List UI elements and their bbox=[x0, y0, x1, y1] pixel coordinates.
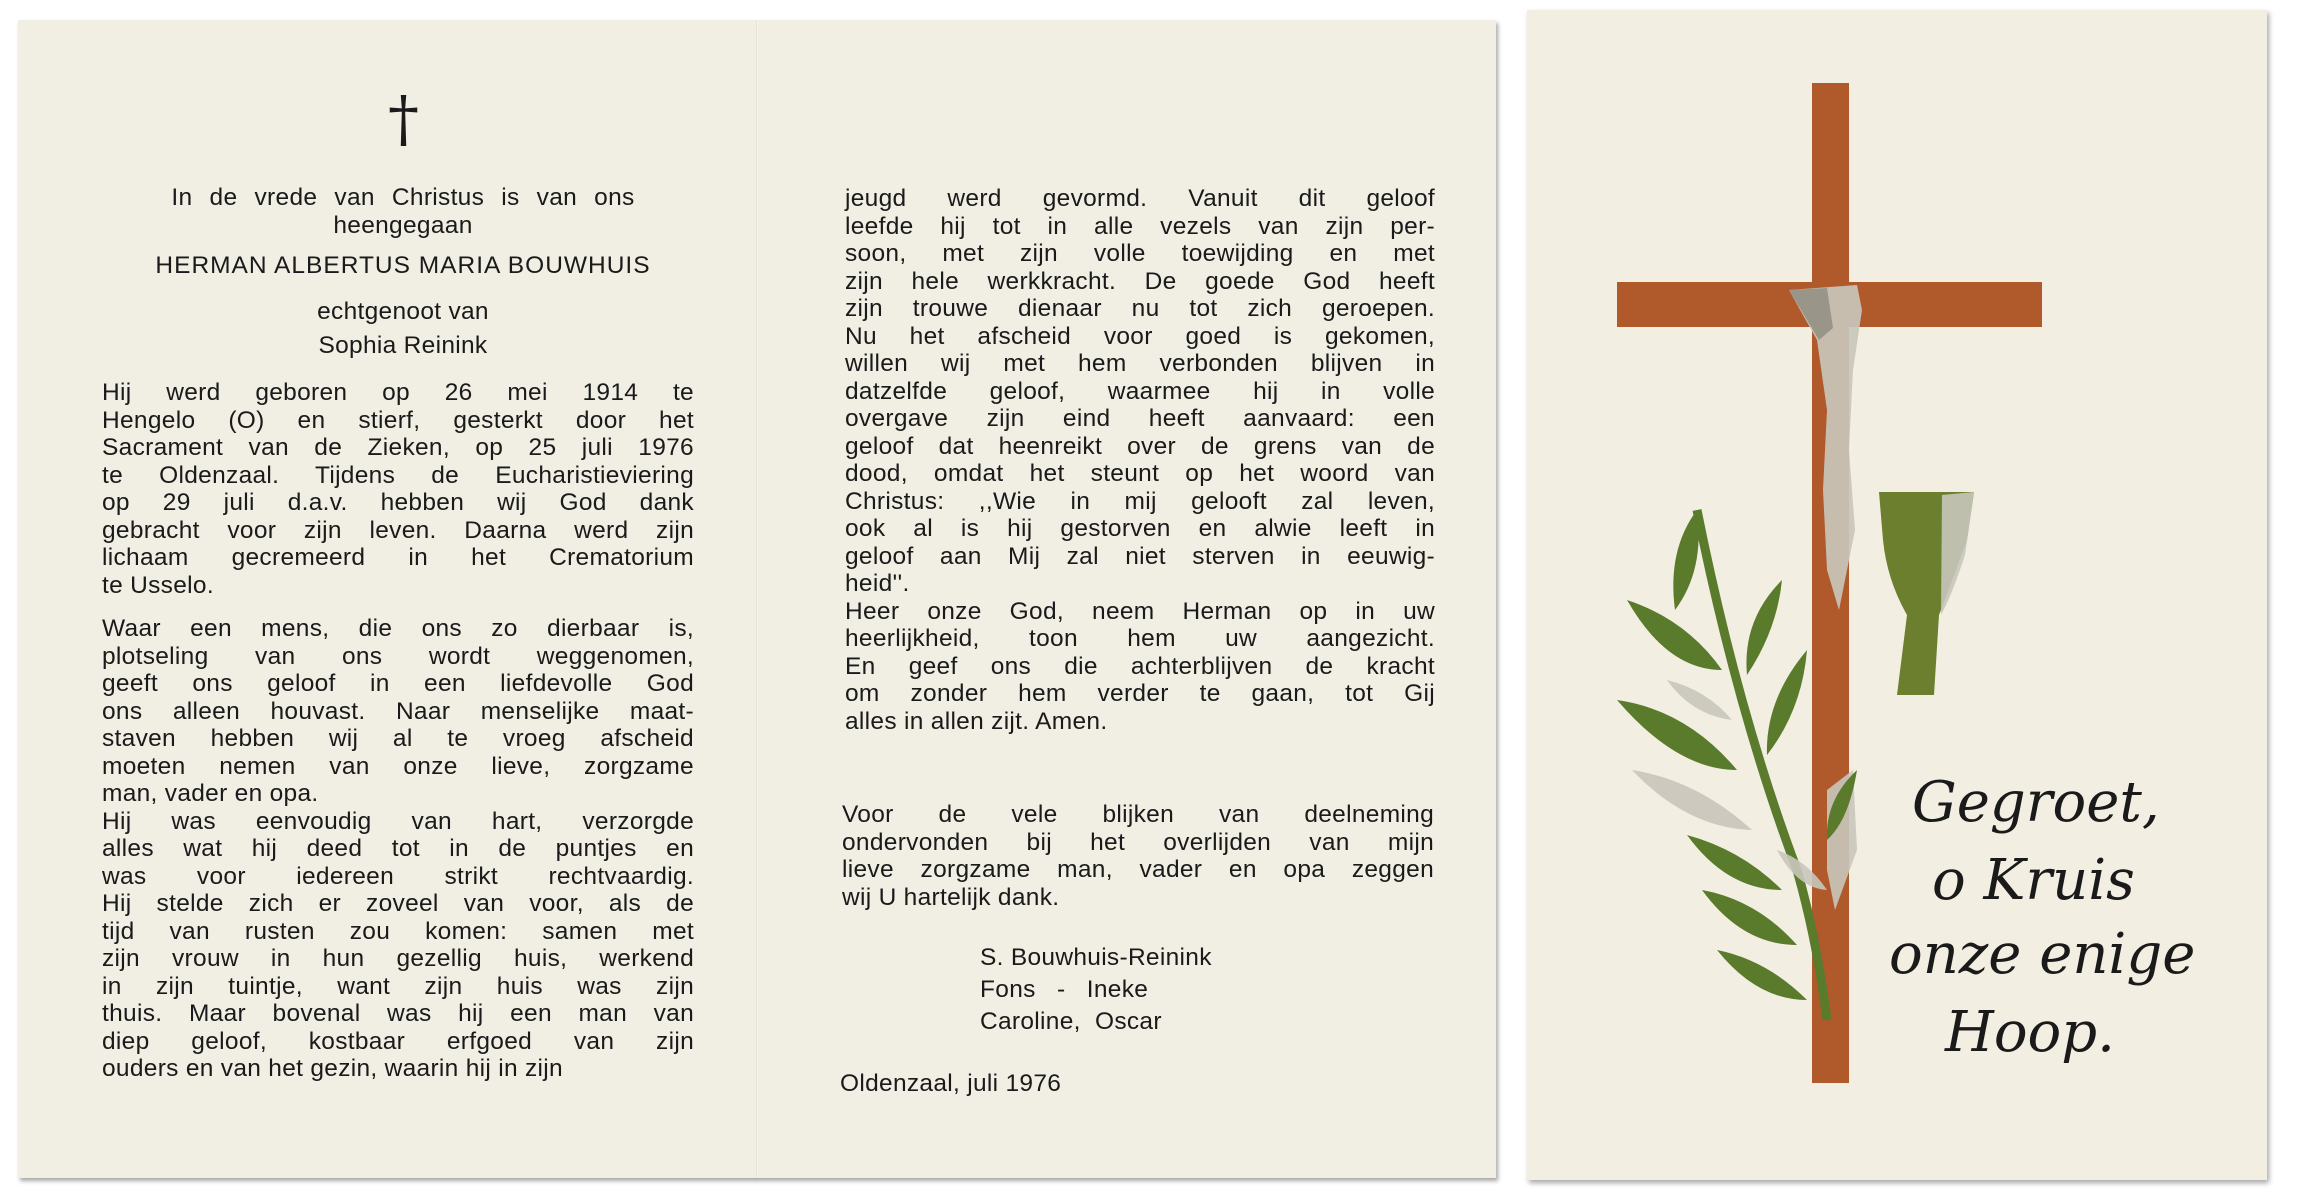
greeting-line-1: Gegroet, bbox=[1912, 770, 2160, 835]
left-paragraph-tribute bbox=[102, 615, 694, 1083]
thanks-paragraph bbox=[842, 801, 1434, 911]
chalice-silver bbox=[1941, 492, 1974, 615]
text-line: leefde hij tot in alle vezels van zijn per- bbox=[845, 212, 1435, 240]
text-line: staven hebben wij al te vroeg afscheid bbox=[102, 725, 694, 752]
text-line: diep geloof, kostbaar erfgoed van zijn bbox=[102, 1027, 694, 1055]
text-line: in zijn tuintje, want zijn huis was zijn bbox=[102, 972, 694, 1000]
text-line: overgave zijn eind heeft aanvaard: een bbox=[845, 405, 1435, 432]
text-line: dood, omdat het steunt op het woord van bbox=[845, 460, 1435, 487]
place-date: Oldenzaal, juli 1976 bbox=[840, 1070, 1062, 1097]
text-line: geeft ons geloof in een liefdevolle God bbox=[102, 670, 694, 697]
text-line: heid''. bbox=[845, 570, 910, 597]
text-line: Heer onze God, neem Herman op in uw bbox=[845, 597, 1435, 625]
text-line: Christus: ,,Wie in mij gelooft zal leven, bbox=[845, 487, 1435, 515]
text-line: Hij was eenvoudig van hart, verzorgde bbox=[102, 807, 694, 835]
text-line: wij U hartelijk dank. bbox=[842, 883, 1060, 911]
inner-spread bbox=[18, 20, 1496, 1178]
text-line: thuis. Maar bovenal was hij een man van bbox=[102, 1000, 694, 1027]
deceased-name: HERMAN ALBERTUS MARIA BOUWHUIS bbox=[155, 252, 651, 279]
text-line: ook al is hij gestorven en alwie leeft in bbox=[845, 515, 1435, 542]
spouse-name: Sophia Reinink bbox=[318, 332, 488, 359]
text-line: heerlijkheid, toon hem uw aangezicht. bbox=[845, 625, 1435, 652]
text-line: Hengelo (O) en stierf, gesterkt door het bbox=[102, 406, 694, 434]
text-line: Sacrament van de Zieken, op 25 juli 1976 bbox=[102, 434, 694, 461]
text-line: was voor iedereen strikt rechtvaardig. bbox=[102, 862, 694, 890]
text-line: datzelfde geloof, waarmee hij in volle bbox=[845, 377, 1435, 405]
text-line: zijn vrouw in hun gezellig huis, werkend bbox=[102, 945, 694, 972]
text-line: om zonder hem verder te gaan, tot Gij bbox=[845, 680, 1435, 707]
greeting-line-3: onze enige bbox=[1889, 922, 2196, 987]
text-line: zijn trouwe dienaar nu tot zich geroepen. bbox=[845, 295, 1435, 322]
text-line: willen wij met hem verbonden blijven in bbox=[845, 350, 1435, 377]
text-line: ouders en van het gezin, waarin hij in zijn bbox=[102, 1055, 563, 1082]
text-line: alles in allen zijt. Amen. bbox=[845, 707, 1108, 735]
text-line: Nu het afscheid voor goed is gekomen, bbox=[845, 322, 1435, 350]
text-line: te Oldenzaal. Tijdens de Eucharistieviering bbox=[102, 461, 694, 489]
signature-line-3: Caroline, Oscar bbox=[980, 1008, 1162, 1035]
signature-line-1: S. Bouwhuis-Reinink bbox=[980, 944, 1212, 971]
cross-illustration bbox=[1527, 10, 2267, 1180]
intro-line-2: heengegaan bbox=[333, 212, 473, 239]
greeting-line-2: o Kruis bbox=[1932, 848, 2135, 913]
right-paragraph-faith bbox=[845, 185, 1435, 735]
text-line: Hij werd geboren op 26 mei 1914 te bbox=[102, 379, 694, 406]
text-line: Waar een mens, die ons zo dierbaar is, bbox=[102, 615, 694, 642]
front-card bbox=[1527, 10, 2267, 1180]
text-line: geloof dat heenreikt over de grens van de bbox=[845, 432, 1435, 460]
text-line: moeten nemen van onze lieve, zorgzame bbox=[102, 752, 694, 780]
text-line: gebracht voor zijn leven. Daarna werd zijn bbox=[102, 516, 694, 544]
text-line: Voor de vele blijken van deelneming bbox=[842, 801, 1434, 828]
signature-line-2: Fons - Ineke bbox=[980, 976, 1149, 1003]
left-paragraph-birth bbox=[102, 379, 694, 599]
text-line: tijd van rusten zou komen: samen met bbox=[102, 917, 694, 945]
text-line: geloof aan Mij zal niet sterven in eeuwig- bbox=[845, 542, 1435, 570]
text-line: ondervonden bij het overlijden van mijn bbox=[842, 828, 1434, 856]
greeting-line-4: Hoop. bbox=[1945, 1000, 2115, 1065]
text-line: lieve zorgzame man, vader en opa zeggen bbox=[842, 856, 1434, 883]
text-line: jeugd werd gevormd. Vanuit dit geloof bbox=[845, 185, 1435, 212]
text-line: zijn hele werkkracht. De goede God heeft bbox=[845, 267, 1435, 295]
text-line: ons alleen houvast. Naar menselijke maat- bbox=[102, 697, 694, 725]
text-line: man, vader en opa. bbox=[102, 780, 319, 807]
cross-symbol: † bbox=[388, 82, 419, 155]
intro-line-1: In de vrede van Christus is van ons bbox=[171, 184, 635, 211]
fold-line bbox=[756, 20, 758, 1178]
text-line: alles wat hij deed tot in de puntjes en bbox=[102, 835, 694, 862]
text-line: op 29 juli d.a.v. hebben wij God dank bbox=[102, 489, 694, 516]
text-line: Hij stelde zich er zoveel van voor, als de bbox=[102, 890, 694, 917]
text-line: plotseling van ons wordt weggenomen, bbox=[102, 642, 694, 670]
text-line: soon, met zijn volle toewijding en met bbox=[845, 240, 1435, 267]
text-line: te Usselo. bbox=[102, 571, 214, 599]
relation-label: echtgenoot van bbox=[317, 298, 489, 325]
text-line: lichaam gecremeerd in het Crematorium bbox=[102, 544, 694, 571]
text-line: En geef ons die achterblijven de kracht bbox=[845, 652, 1435, 680]
